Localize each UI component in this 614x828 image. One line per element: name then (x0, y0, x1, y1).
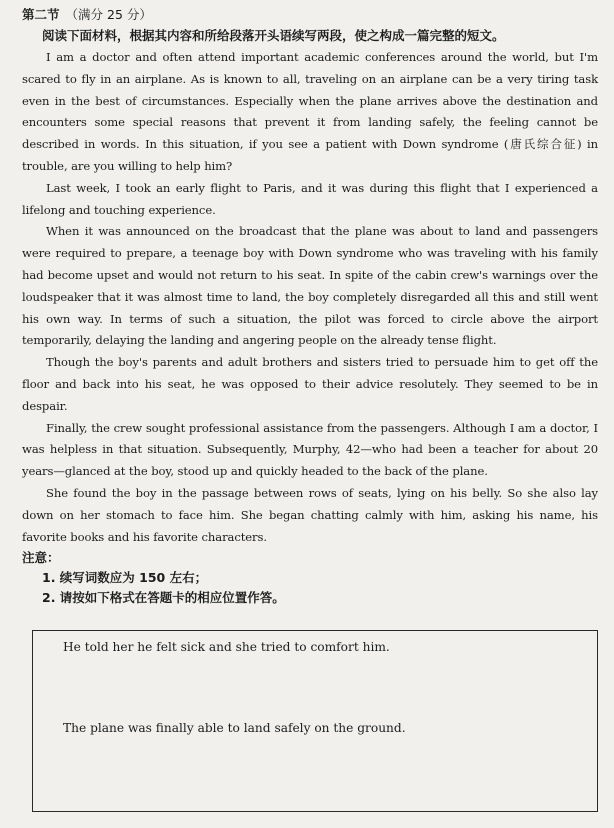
passage-paragraph-1: I am a doctor and often attend important academic conferences around the world, but I'm scared to fly in an airplane. As is known to all, traveling on an airplane can be a very tiring task even in the best of circumstances. Especially when the plane arrives above the destination and encounters some special reasons that prevent it from landing safely, the feeling cannot be described in words. In this situation, if you see a patient with Down syndrome (唐氏综合征) in trouble, are you willing to help him? (22, 50, 598, 173)
passage-paragraph-2: Last week, I took an early flight to Paris, and it was during this flight that I experienced a lifelong and touching experience. (22, 180, 598, 217)
section-score: （满分 25 分） (65, 7, 152, 22)
section-header (22, 6, 598, 24)
answer-opening-line-2: The plane was finally able to land safely on the ground. (63, 721, 406, 735)
notes-title: 注意： (22, 550, 60, 566)
passage-paragraph-3: When it was announced on the broadcast that the plane was about to land and passengers were required to prepare, a teenage boy with Down syndrome who was traveling with his family had become upset and would not return to his seat. In spite of the cabin crew's warnings over the loudspeaker that it was almost time to land, the boy completely disregarded all this and still went his own way. In terms of such a situation, the pilot was forced to circle above the airport temporarily, delaying the landing and angering people on the already tense flight. (22, 224, 598, 348)
answer-opening-line-1: He told her he felt sick and she tried to comfort him. (63, 640, 390, 654)
passage-paragraph-5: Finally, the crew sought professional assistance from the passengers. Although I am a doctor, I was helpless in that situation. Subsequently, Murphy, 42—who had been a teacher for about 20 years—glanced at the boy, stood up and quickly headed to the back of the plane. (22, 420, 598, 479)
notes-section (22, 548, 598, 608)
instruction-text: 阅读下面材料，根据其内容和所给段落开头语续写两段，使之构成一篇完整的短文。 (42, 28, 505, 43)
section-title: 第二节 (22, 7, 60, 22)
passage (22, 47, 598, 548)
passage-paragraph-4: Though the boy's parents and adult brothers and sisters tried to persuade him to get off the floor and back into his seat, he was opposed to their advice resolutely. They seemed to be in despair. (22, 355, 598, 413)
answer-box[interactable] (32, 630, 598, 812)
note-item-1: 1. 续写词数应为 150 左右； (42, 570, 208, 586)
passage-paragraph-6: She found the boy in the passage between rows of seats, lying on his belly. So she also lay down on her stomach to face him. She began chatting calmly with him, asking his name, his favorite books and his favorite characters. (22, 485, 598, 544)
note-item-2: 2. 请按如下格式在答题卡的相应位置作答。 (42, 590, 285, 606)
